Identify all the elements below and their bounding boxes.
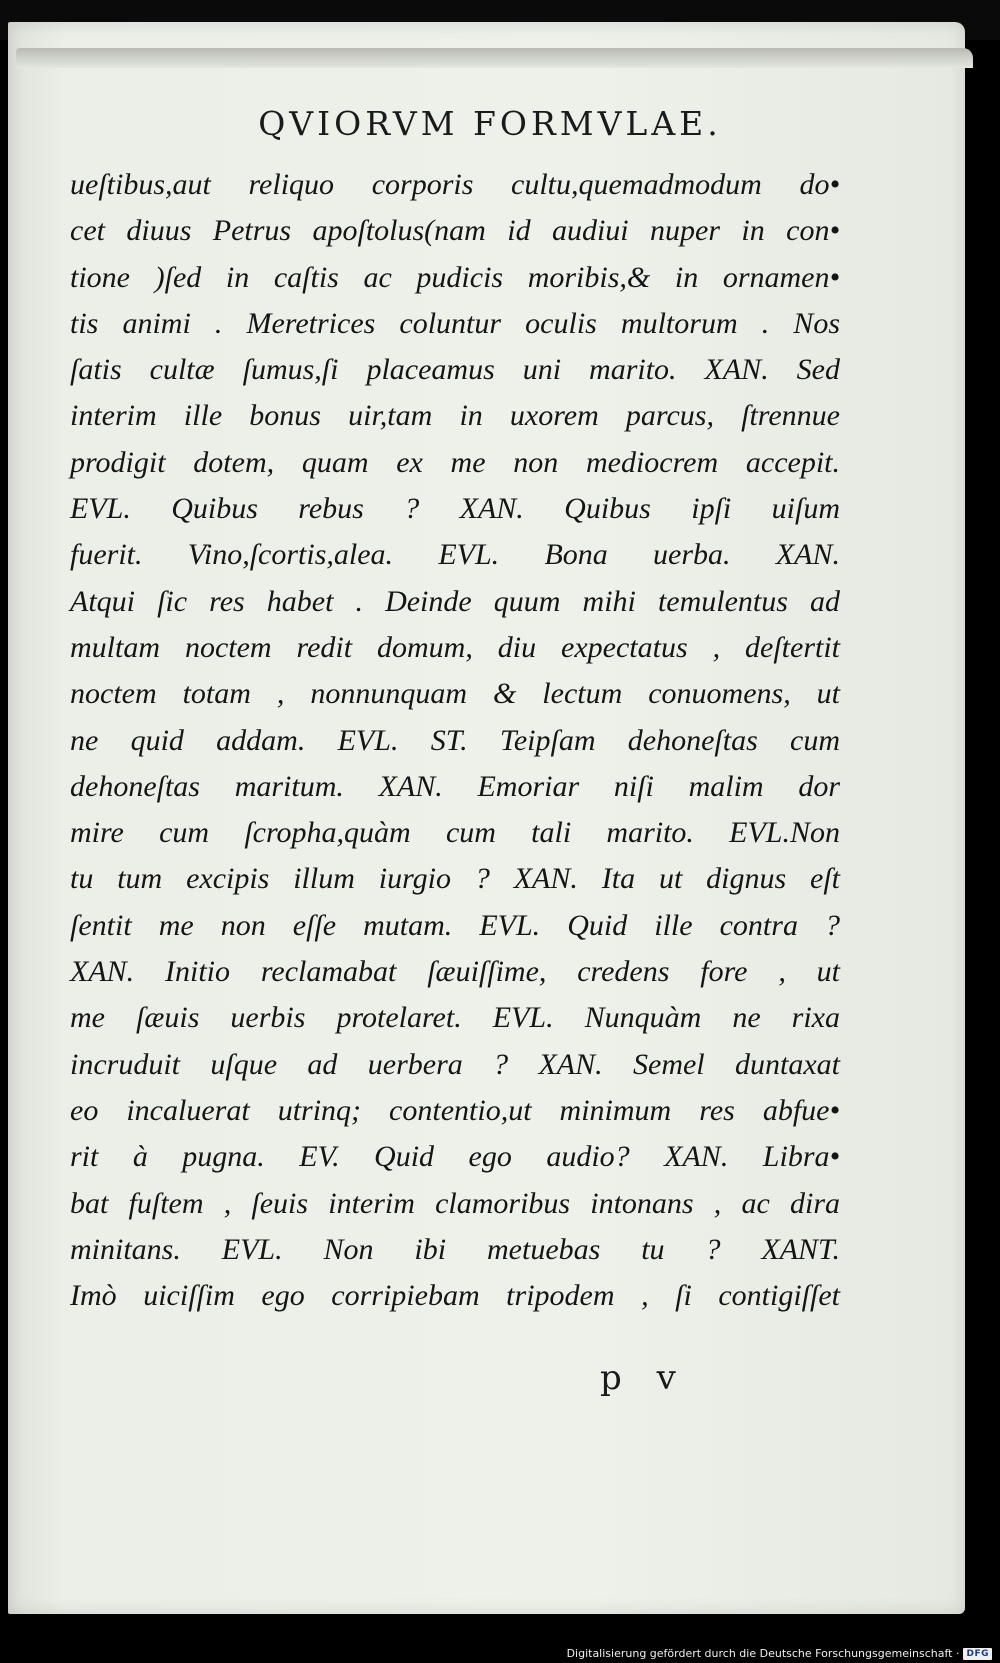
text-line: eo incaluerat utrinq; contentio,ut minimum res abfue• (70, 1093, 840, 1127)
text-line: interim ille bonus uir,tam in uxorem parcus, ſtrennue (70, 399, 840, 433)
text-line: ſatis cultæ ſumus,ſi placeamus uni marito. XAN. Sed (70, 353, 840, 387)
running-head: QVIORVM FORMVLAE. (258, 104, 722, 143)
dfg-logo: DFG (963, 1648, 992, 1660)
body-text (70, 162, 840, 1319)
text-line: fuerit. Vino,ſcortis,alea. EVL. Bona uerba. XAN. (70, 538, 840, 572)
digitization-credit (567, 1647, 992, 1660)
text-line: tione )ſed in caſtis ac pudicis moribis,& in ornamen• (70, 260, 840, 294)
page-top-shadow (16, 48, 973, 68)
text-line: mire cum ſcropha,quàm cum tali marito. EVL.Non (70, 816, 840, 850)
catchword: p v (600, 1358, 688, 1398)
text-line: noctem totam , nonnunquam & lectum conuomens, ut (70, 677, 840, 711)
text-line: Atqui ſic res habet . Deinde quum mihi temulentus ad (70, 584, 840, 618)
text-line: cet diuus Petrus apoſtolus(nam id audiui nuper in con• (70, 214, 840, 248)
text-line: minitans. EVL. Non ibi metuebas tu ? XANT. (70, 1232, 840, 1266)
text-line: me ſæuis uerbis protelaret. EVL. Nunquàm ne rixa (70, 1001, 840, 1035)
text-line: Imò uiciſſim ego corripiebam tripodem , ſi contigiſſet (70, 1279, 840, 1313)
text-line: ne quid addam. EVL. ST. Teipſam dehoneſtas cum (70, 723, 840, 757)
text-line: ſentit me non eſſe mutam. EVL. Quid ille contra ? (70, 908, 840, 942)
credit-text: Digitalisierung gefördert durch die Deutsche Forschungsgemeinschaft · (566, 1647, 960, 1660)
text-line: bat fuſtem , ſeuis interim clamoribus intonans , ac dira (70, 1186, 840, 1220)
text-line: multam noctem redit domum, diu expectatus , deſtertit (70, 630, 840, 664)
text-line: ueſtibus,aut reliquo corporis cultu,quemadmodum do• (70, 168, 840, 201)
text-line: prodigit dotem, quam ex me non mediocrem accepit. (70, 445, 840, 479)
text-line: dehoneſtas maritum. XAN. Emoriar niſi malim dor (70, 769, 840, 803)
text-line: EVL. Quibus rebus ? XAN. Quibus ipſi uiſum (70, 492, 840, 526)
text-line: tu tum excipis illum iurgio ? XAN. Ita ut dignus eſt (70, 862, 840, 896)
text-line: XAN. Initio reclamabat ſæuiſſime, credens fore , ut (70, 955, 840, 989)
text-line: rit à pugna. EV. Quid ego audio? XAN. Libra• (70, 1140, 840, 1174)
text-line: tis animi . Meretrices coluntur oculis multorum . Nos (70, 306, 840, 340)
text-line: incruduit uſque ad uerbera ? XAN. Semel duntaxat (70, 1047, 840, 1081)
